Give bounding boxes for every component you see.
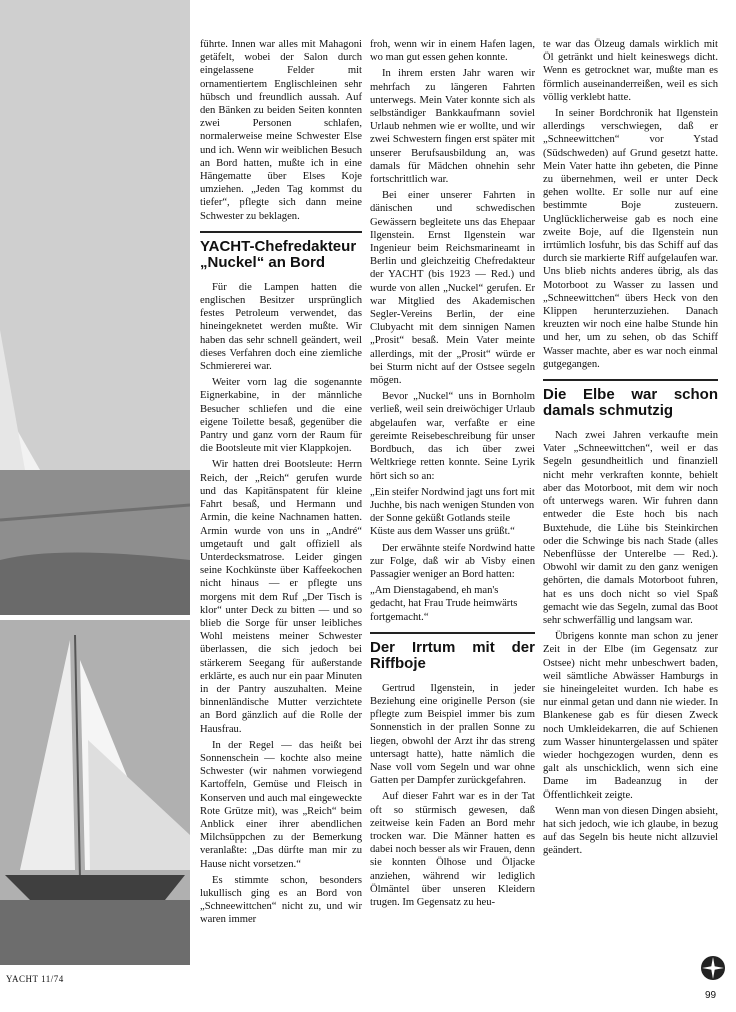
paragraph: Wenn man von diesen Dingen absieht, hat sich jedoch, wie ich glaube, in bezug auf das Segeln bis heute nicht allzuviel geändert. [543, 805, 718, 857]
paragraph: froh, wenn wir in einem Hafen lagen, wo man gut essen gehen konnte. [370, 39, 535, 64]
section-headline: YACHT-Chefredakteur „Nuckel“ an Bord [200, 231, 362, 271]
paragraph: In seiner Bordchronik hat Ilgenstein allerdings verschwiegen, daß er „Schneewittchen“ vor Ystad (Südschweden) auf Grund gesetzt hatte. Mein Vater hatte ihn gebeten, die Pinne zu übernehmen, weil er unter Deck gehen wollte. Er solle nur auf eine bestimmte Boje zusteuern. Unglücklicherweise gab es noch eine zweite Boje, auf die Ilgenstein nun irrtümlich losfuhr, bis das Schiff auf das durch sie markierte Riff aufgelaufen war. Uns blieb nichts anderes übrig, als das Motorboot zu Wasser zu lassen und „Schneewittchen“ übers Heck von den Klippen herunterzuziehen. Danach kreuzten wir noch eine halbe Stunde hin und her, um zu sehen, ob das Schiff Wasser machte, aber es war noch einmal gutgegangen. [543, 108, 718, 370]
section-headline: Die Elbe war schon damals schmutzig [543, 379, 718, 419]
article-column-3 [543, 38, 718, 861]
paragraph: In der Regel — das heißt bei Sonnenschein — kochte also meine Schwester (wir nahmen vorwiegend Kartoffeln, Gemüse und Fleisch in Konserven und auch mal eingeweckte Rote Grütze mit), was „Reich“ beim Anblick einer ihrer abendlichen Milchsüppchen zu der Bemerkung veranlaßte: „Das dürfte man mir zu Hause nicht vorsetzen.“ [200, 739, 362, 870]
sailing-photo-bottom [0, 620, 190, 965]
poem-quote: „Am Dienstagabend, eh man's gedacht, hat Frau Trude heimwärts fortgemacht.“ [370, 585, 518, 623]
paragraph: Es stimmte schon, besonders lukullisch ging es an Bord von „Schneewittchen“ nicht zu, und wir waren immer [200, 874, 362, 926]
section-headline: Der Irrtum mit der Riffboje [370, 632, 535, 672]
paragraph: Für die Lampen hatten die englischen Besitzer ursprünglich festes Petroleum verwendet, das hineingeknetet werden mußte. Wir haben das sehr schnell geändert, weil dieses Verfahren doch eine ziemliche Schmiererei war. [200, 281, 362, 373]
paragraph: Gertrud Ilgenstein, in jeder Beziehung eine originelle Person (sie pflegte zum Beispiel immer bis zum Sonnenstich in der prallen Sonne zu liegen, obwohl der Arzt ihr das streng untersagt hatte), hatte nämlich die Nase voll vom Segeln und war ohne Gatten per Dampfer zurückgefahren. [370, 682, 535, 787]
paragraph: Nach zwei Jahren verkaufte mein Vater „Schneewittchen“, weil er das Segeln gesundheitlich und finanziell nicht mehr verkraften konnte, behielt aber das Motorboot, mit dem wir noch oft unterwegs waren. Wir fuhren dann entweder die Este hoch bis nach Buxtehude, die Lühe bis Steinkirchen oder die Schwinge bis nach Stade (alles Nebenflüsse der Unterelbe — Red.). Obwohl wir damit zu den ganz wenigen gehörten, die damals Motorboot fuhren, hat es uns doch nicht so viel Spaß gemacht wie das Segeln, zumal das Boot sehr schwerfällig und langsam war. [543, 430, 718, 626]
paragraph: Weiter vorn lag die sogenannte Eignerkabine, in der männliche Besucher schliefen und die eine eigene Toilette besaß, gegenüber die Pantry und ganz vorn der Raum für die Bootsleute mit vier Klappkojen. [200, 377, 362, 455]
article-column-1 [200, 38, 362, 930]
paragraph: Übrigens konnte man schon zu jener Zeit in der Elbe (im Gegensatz zur Ostsee) nicht mehr unbeschwert baden, weil sämtliche Abwässer Hamburgs in sie hineingeleitet wurden. Ich habe es nur einmal getan und dann nie wieder. In Blankenese gab es für diesen Zweck noch Umkleidekarren, die auf Schienen zum Wasser hinuntergelassen und später wieder hochgezogen wurden, denn es galt als unschicklich, wenn sich eine Dame im Badeanzug in der Öffentlichkeit zeigte. [543, 631, 718, 801]
paragraph: Bei einer unserer Fahrten in dänischen und schwedischen Gewässern begleitete uns das Ehepaar Ilgenstein. Ernst Ilgenstein war Ingenieur beim Reichsmarineamt in Berlin und gleichzeitig Chefredakteur der YACHT (bis 1923 — Red.) und wurde von allen „Nuckel“ gerufen. Er war Mitglied des Akademischen Segler-Vereins Berlin, der eine Clubyacht mit dem sinnigen Namen „Prosit“ besaß. Mein Vater meinte allerdings, mit der „Prosit“ würde er bei Sturm nicht auf der Ostsee segeln mögen. [370, 190, 535, 387]
sailing-photo-top [0, 0, 190, 615]
paragraph: führte. Innen war alles mit Mahagoni getäfelt, wobei der Salon durch eingelassene Felder mit ornamentiertem Englischleinen sehr hübsch und freundlich aussah. Auf den Bänken zu beiden Seiten konnten zwei Personen schlafen, normalerweise meine Schwester Else und ich. Wenn wir weiblichen Besuch an Bord hatten, mußte ich in eine Hängematte über Elses Koje umziehen. „Jeden Tag kommst du tiefer“, pflegte sich dann meine Schwester zu beklagen. [200, 39, 362, 222]
paragraph: In ihrem ersten Jahr waren wir mehrfach zu längeren Fahrten unterwegs. Mein Vater konnte sich als selbständiger Bankkaufmann soviel Urlaub nehmen wie er wollte, und wir zwei Schwestern fingen erst später mit unserer Berufsausbildung an, was damals für Mädchen ohnehin sehr fortschrittlich war. [370, 68, 535, 186]
paragraph: Auf dieser Fahrt war es in der Tat oft so stürmisch gewesen, daß zeitweise kein Faden an Bord mehr trocken war. Die Männer hatten es dabei noch besser als wir Frauen, denn sie konnten Ölhose und Öljacke anziehen, während wir lediglich Ölmäntel über unseren Kleidern trugen. Im Gegensatz zu heu- [370, 791, 535, 908]
paragraph: te war das Ölzeug damals wirklich mit Öl getränkt und hielt keineswegs dicht. Wenn es getrocknet war, mußte man es förmlich auseinanderreißen, weil es sich völlig verklebt hatte. [543, 39, 718, 103]
article-column-2 [370, 38, 535, 912]
poem-quote: „Ein steifer Nordwind jagt uns fort mit Juchhe, bis nach wenigen Stunden von der Sonne geküßt Gotlands steile Küste aus dem Wasser uns grüßt.“ [370, 486, 535, 538]
paragraph: Der erwähnte steife Nordwind hatte zur Folge, daß wir ab Visby einen Passagier weniger an Bord hatten: [370, 542, 535, 580]
paragraph: Bevor „Nuckel“ uns in Bornholm verließ, weil sein dreiwöchiger Urlaub abgelaufen war, verfaßte er eine gereimte Reisebeschreibung für unser Bordbuch, das ich über zwei Weltkriege retten konnte. Seine Lyrik hört sich so an: [370, 391, 535, 482]
end-mark-icon [700, 955, 726, 981]
magazine-issue: YACHT 11/74 [6, 974, 64, 984]
paragraph: Wir hatten drei Bootsleute: Herrn Reich, der „Reich“ gerufen wurde und das Kapitänspatent für kleine Fahrt besaß, und Hermann und Armin, die keine Nachnamen hatten. Armin wurde von uns in „André“ umgetauft und galt offiziell als Unterdecksmatrose. Leider gingen seine Kochkünste über Kaffeekochen nicht hinaus — er pflegte uns morgens mit dem Ruf „Der Tisch is klor“ unter Deck zu bitten — und so blieb die Sorge für unser leibliches Wohl meistens meiner Schwester überlassen, die sich jedoch bei stärkerem Seegang für außerstande erklärte, es auch nur ein paar Minuten in der Pantry auszuhalten. Meine binnenländische Mutter verzichtete an Bord gänzlich auf die Rolle der Hausfrau. [200, 459, 362, 735]
page-number: 99 [705, 990, 717, 1001]
